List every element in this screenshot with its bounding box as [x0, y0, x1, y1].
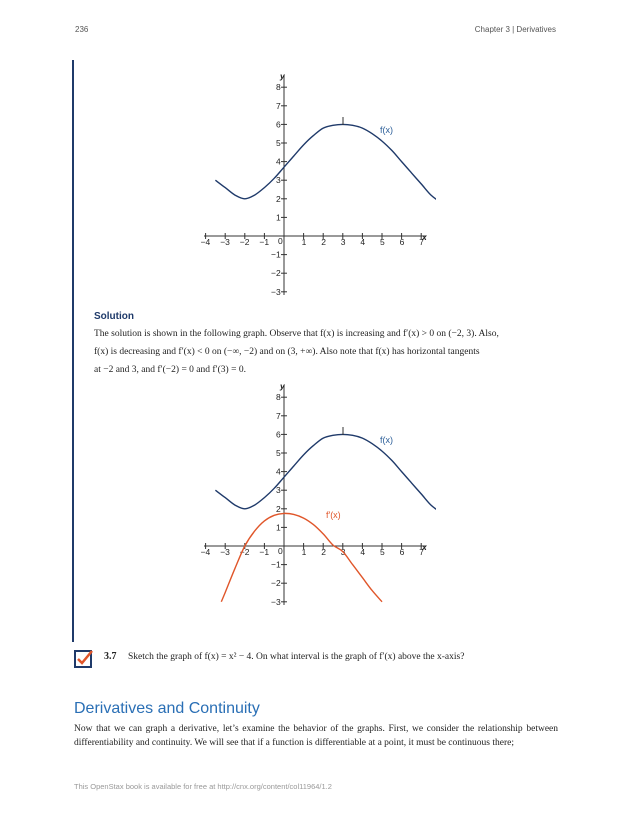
graph-f — [196, 65, 436, 300]
y-tick-label: 7 — [276, 410, 281, 421]
graph-f-and-derivative — [196, 375, 436, 610]
checkpoint-icon — [74, 649, 94, 669]
x-tick-label: 3 — [340, 237, 346, 247]
page-number: 236 — [75, 25, 89, 34]
y-tick-label: −2 — [271, 578, 281, 589]
y-ticks — [271, 392, 287, 607]
y-tick-label: −1 — [271, 559, 281, 570]
y-tick-label: 2 — [276, 193, 281, 204]
x-ticks — [201, 543, 425, 557]
chapter-header: Chapter 3 | Derivatives — [474, 25, 556, 34]
x-tick-label: 4 — [360, 547, 366, 557]
y-ticks — [271, 82, 287, 297]
y-tick-label: 4 — [276, 156, 281, 167]
exercise-number: 3.7 — [104, 651, 117, 662]
x-axis-label: x — [422, 542, 427, 552]
y-tick-label: 5 — [276, 448, 281, 458]
section-title: Derivatives and Continuity — [74, 700, 260, 717]
y-tick-label: 4 — [276, 466, 281, 477]
y-axis-label: y — [280, 381, 285, 391]
solution-line-2: f(x) is decreasing and f′(x) < 0 on (−∞, −2) and on (3, +∞). Also note that f(x) has horizontal tangents — [94, 347, 480, 357]
y-tick-label: 5 — [276, 138, 281, 148]
x-tick-label: −4 — [200, 237, 211, 247]
origin-label: 0 — [278, 546, 283, 556]
x-ticks — [201, 233, 425, 247]
y-tick-label: 6 — [276, 429, 281, 440]
y-tick-label: −3 — [271, 596, 281, 607]
x-tick-label: −4 — [200, 547, 211, 557]
f-label: f(x) — [380, 435, 393, 445]
x-tick-label: −1 — [259, 237, 270, 247]
x-tick-label: 2 — [321, 547, 326, 557]
y-tick-label: 3 — [276, 485, 281, 496]
y-tick-label: 1 — [276, 522, 281, 533]
y-axis-label: y — [280, 71, 285, 81]
x-axis-label: x — [422, 232, 427, 242]
f-curve — [215, 124, 436, 202]
x-tick-label: −3 — [220, 237, 230, 247]
x-tick-label: 2 — [321, 237, 326, 247]
y-tick-label: 1 — [276, 212, 281, 223]
x-tick-label: 3 — [340, 547, 346, 557]
x-tick-label: 6 — [399, 237, 405, 247]
solution-heading: Solution — [94, 311, 134, 322]
y-tick-label: 8 — [276, 392, 281, 403]
exercise-text: Sketch the graph of f(x) = x² − 4. On what interval is the graph of f′(x) above the x-axis? — [128, 652, 465, 662]
solution-line-3: at −2 and 3, and f′(−2) = 0 and f′(3) = 0. — [94, 365, 246, 375]
y-tick-label: −2 — [271, 268, 281, 279]
x-tick-label: −3 — [220, 547, 230, 557]
fprime-curve — [221, 513, 382, 601]
x-tick-label: −2 — [239, 547, 250, 557]
x-tick-label: 4 — [360, 237, 366, 247]
x-tick-label: 1 — [301, 237, 307, 247]
x-tick-label: −1 — [259, 547, 270, 557]
x-tick-label: 6 — [399, 547, 405, 557]
example-sidebar-rule — [72, 60, 74, 642]
section-body: Now that we can graph a derivative, let’s examine the behavior of the graphs. First, we consider the relationship between differentiability and continuity. We will see that if a function is differentiable at a point, it must be continuous there; — [74, 724, 558, 748]
y-tick-label: 2 — [276, 503, 281, 514]
x-tick-label: 7 — [419, 237, 424, 247]
y-tick-label: −1 — [271, 249, 281, 260]
fprime-label: f′(x) — [326, 510, 341, 520]
x-tick-label: −2 — [239, 237, 250, 247]
y-tick-label: 7 — [276, 100, 281, 111]
x-tick-label: 1 — [301, 547, 307, 557]
x-tick-label: 5 — [380, 237, 385, 247]
solution-text — [94, 325, 559, 379]
solution-line-1: The solution is shown in the following graph. Observe that f(x) is increasing and f′(x) > 0 on (−2, 3). Also, — [94, 329, 499, 339]
origin-label: 0 — [278, 236, 283, 246]
x-tick-label: 5 — [380, 547, 385, 557]
y-tick-label: 6 — [276, 119, 281, 130]
page-footer: This OpenStax book is available for free at http://cnx.org/content/col11964/1.2 — [74, 782, 332, 791]
f-label: f(x) — [380, 125, 393, 135]
y-tick-label: 8 — [276, 82, 281, 93]
y-tick-label: 3 — [276, 175, 281, 186]
x-tick-label: 7 — [419, 547, 424, 557]
f-curve — [215, 434, 436, 512]
y-tick-label: −3 — [271, 286, 281, 297]
